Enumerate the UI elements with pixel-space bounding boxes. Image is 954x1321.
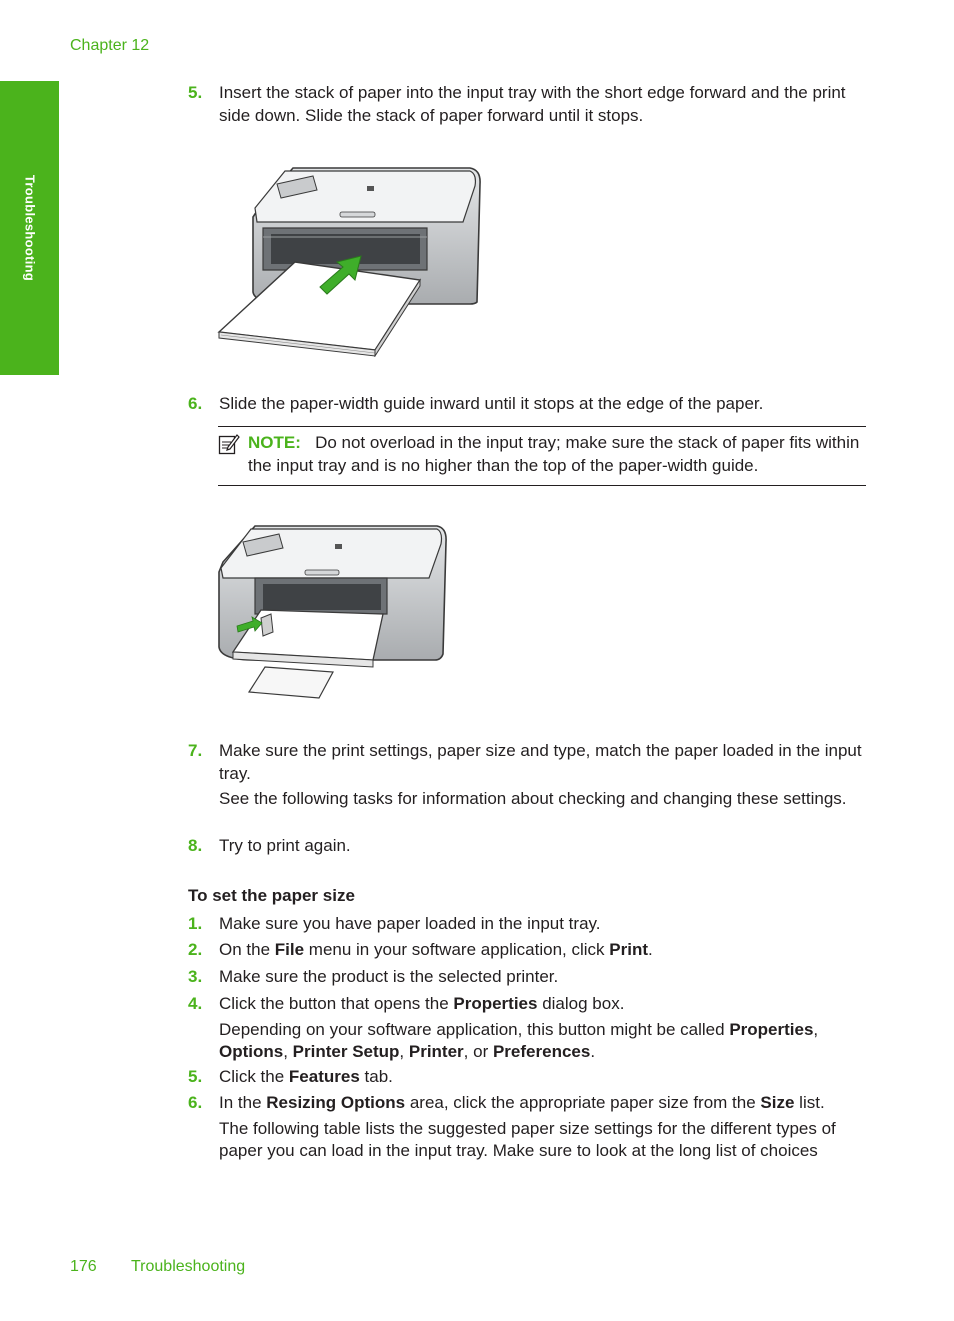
command-name: Print — [609, 940, 648, 959]
dialog-name: Properties — [453, 994, 538, 1013]
step-text: Make sure the product is the selected printer. — [219, 967, 559, 986]
menu-name: File — [274, 940, 305, 959]
paper-step-2 — [188, 939, 868, 962]
step-extra-text: The following table lists the suggested paper size settings for the different types of paper you can load in the input tray. Make sure to look at the long list of choices — [219, 1118, 836, 1160]
step-extra-text: See the following tasks for information about checking and changing these settings. — [219, 789, 847, 808]
note-label: NOTE: — [248, 433, 301, 452]
note-icon — [218, 433, 240, 455]
chapter-label: Chapter 12 — [70, 37, 150, 54]
step-number: 1. — [188, 914, 203, 933]
step-text: In the Resizing Options area, click the appropriate paper size from the Size list. — [219, 1093, 825, 1112]
paper-step-6 — [188, 1092, 868, 1163]
step-6 — [188, 393, 868, 416]
step-number: 5. — [188, 1067, 203, 1086]
paper-step-3 — [188, 966, 868, 989]
step-number: 8. — [188, 836, 203, 855]
step-number: 5. — [188, 83, 203, 102]
step-text: Make sure you have paper loaded in the input tray. — [219, 914, 601, 933]
step-text: Click the button that opens the Properties dialog box. — [219, 994, 625, 1013]
note-text — [248, 432, 866, 477]
step-number: 4. — [188, 994, 203, 1013]
step-number: 6. — [188, 1093, 203, 1112]
step-text: Insert the stack of paper into the input tray with the short edge forward and the print side down. Slide the stack of paper forward until it stops. — [219, 83, 846, 125]
paper-step-5 — [188, 1066, 868, 1089]
printer-paper-guide-illustration — [215, 522, 450, 702]
side-tab-label: Troubleshooting — [22, 174, 38, 282]
step-text: Try to print again. — [219, 836, 351, 855]
step-text: On the File menu in your software application, click Print. — [219, 940, 653, 959]
paper-step-4 — [188, 993, 868, 1064]
page-number: 176 — [70, 1258, 97, 1275]
step-8 — [188, 835, 868, 858]
step-number: 3. — [188, 967, 203, 986]
step-number: 2. — [188, 940, 203, 959]
step-text: Slide the paper-width guide inward until it stops at the edge of the paper. — [219, 394, 764, 413]
note-box — [218, 426, 866, 486]
printer-loading-paper-illustration — [215, 162, 485, 357]
step-text: Make sure the print settings, paper size and type, match the paper loaded in the input tray. — [219, 741, 862, 783]
side-tab — [0, 81, 59, 375]
step-number: 6. — [188, 394, 203, 413]
step-7 — [188, 740, 868, 811]
step-text: Click the Features tab. — [219, 1067, 393, 1086]
step-number: 7. — [188, 741, 203, 760]
footer-section: Troubleshooting — [131, 1258, 246, 1275]
section-heading: To set the paper size — [188, 886, 355, 905]
note-content: Do not overload in the input tray; make sure the stack of paper fits within the input tray and is no higher than the top of the paper-width guide. — [248, 433, 860, 475]
step-5 — [188, 82, 868, 127]
list-name: Size — [760, 1093, 795, 1112]
step-extra-text: Depending on your software application, this button might be called Properties, Options, Printer Setup, Printer, or Preferences. — [219, 1019, 819, 1061]
area-name: Resizing Options — [266, 1093, 406, 1112]
tab-name: Features — [288, 1067, 360, 1086]
paper-step-1 — [188, 913, 868, 936]
